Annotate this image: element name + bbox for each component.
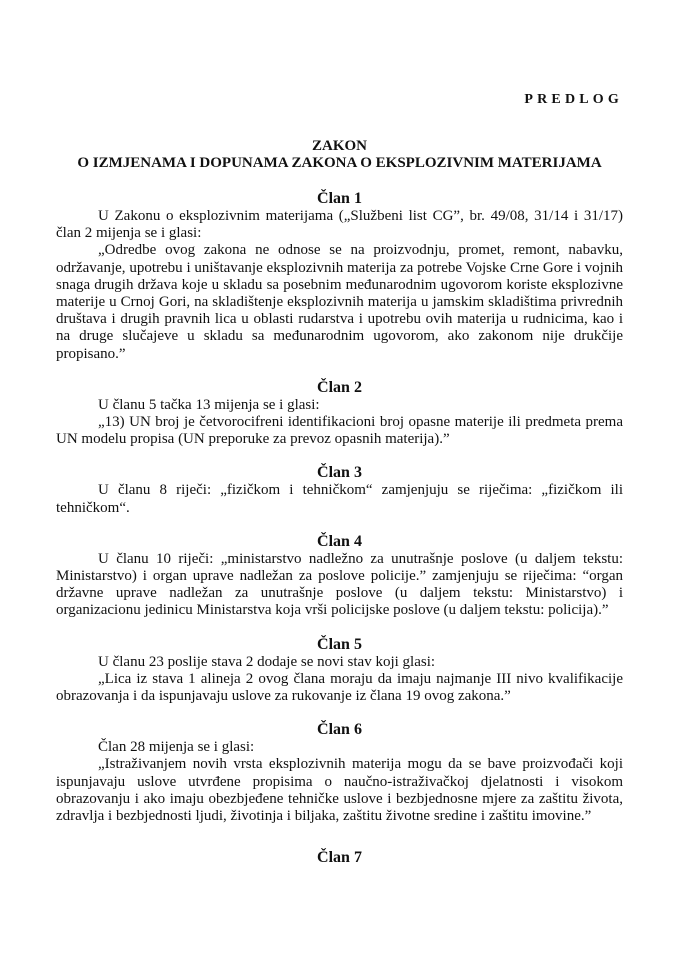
article-heading: Član 7	[317, 849, 362, 866]
article-paragraph: U Zakonu o eksplozivnim materijama („Službeni list CG”, br. 49/08, 31/14 i 31/17) član 2 mijenja se i glasi:	[56, 208, 623, 242]
articles-list	[56, 190, 623, 841]
article-paragraph: „13) UN broj je četvorocifreni identifikacioni broj opasne materije ili predmeta prema UN modelu propisa (UN preporuke za prevoz opasnih materija).”	[56, 414, 623, 448]
article-3	[56, 464, 623, 516]
article-7	[56, 849, 623, 867]
document-title	[56, 138, 623, 172]
article-paragraph: U članu 5 tačka 13 mijenja se i glasi:	[98, 396, 320, 413]
article-paragraph: „Lica iz stava 1 alineja 2 ovog člana moraju da imaju najmanje III nivo kvalifikacije obrazovanja i da ispunjavaju uslove za rukovanje iz člana 19 ovog zakona.”	[56, 670, 623, 705]
title-line-subject: O IZMJENAMA I DOPUNAMA ZAKONA O EKSPLOZIVNIM MATERIJAMA	[77, 155, 602, 171]
article-paragraph: U članu 8 riječi: „fizičkom i tehničkom“ zamjenjuju se riječima: „fizičkom ili tehničkom“.	[56, 482, 623, 516]
article-heading: Član 5	[317, 635, 362, 653]
article-paragraph: Član 28 mijenja se i glasi:	[98, 739, 255, 756]
article-2	[56, 379, 623, 449]
article-paragraph: „Odredbe ovog zakona ne odnose se na proizvodnju, promet, remont, nabavku, održavanje, upotrebu i uništavanje eksplozivnih materija za potrebe Vojske Crne Gore i vojnih snaga drugih država koje u skladu sa posebnim međunarodnim ugovorom koriste eksplozivne materije u Crnoj Gori, na skladištenje eksplozivnih materija u jamskim skladištima privrednih društava i drugih pravnih lica u oblasti rudarstva i upotrebu ovih materija u rudnicima, kao i na druge slučajeve u skladu sa međunarodnim ugovorom, ako zakonom nije drukčije propisano.”	[56, 242, 623, 362]
title-line-law: ZAKON	[311, 138, 367, 154]
article-5	[56, 636, 623, 706]
document-status-label: PREDLOG	[524, 92, 623, 107]
article-paragraph: U članu 23 poslije stava 2 dodaje se novi stav koji glasi:	[98, 653, 436, 670]
article-heading: Član 1	[317, 190, 362, 207]
article-heading: Član 6	[317, 721, 362, 739]
article-heading: Član 4	[317, 532, 362, 550]
article-heading: Član 2	[317, 378, 362, 396]
article-4	[56, 533, 623, 620]
article-heading: Član 3	[317, 464, 362, 482]
article-6	[56, 721, 623, 825]
article-paragraph: „Istraživanjem novih vrsta eksplozivnih materija mogu da se bave proizvođači koji ispunjavaju uslove utvrđene propisima o naučno-istraživačkoj djelatnosti i visokom obrazovanju i ako imaju obezbjeđene tehničke uslove i bezbjednosne mjere za zaštitu života, zdravlja i bezbjednosti ljudi, životinja i biljaka, zaštitu životne sredine i zaštitu imovine.”	[56, 756, 623, 825]
article-1	[56, 190, 623, 363]
article-paragraph: U članu 10 riječi: „ministarstvo nadležno za unutrašnje poslove (u daljem tekstu: Ministarstvo) i organ uprave nadležan za poslove policije.” zamjenjuju se riječima: “organ državne uprave nadležan za unutrašnje poslove (u daljem tekstu: Ministarstvo) i organizacionu jedinicu Ministarstva koja vrši policijske poslove (u daljem tekstu: policija).”	[56, 550, 623, 619]
